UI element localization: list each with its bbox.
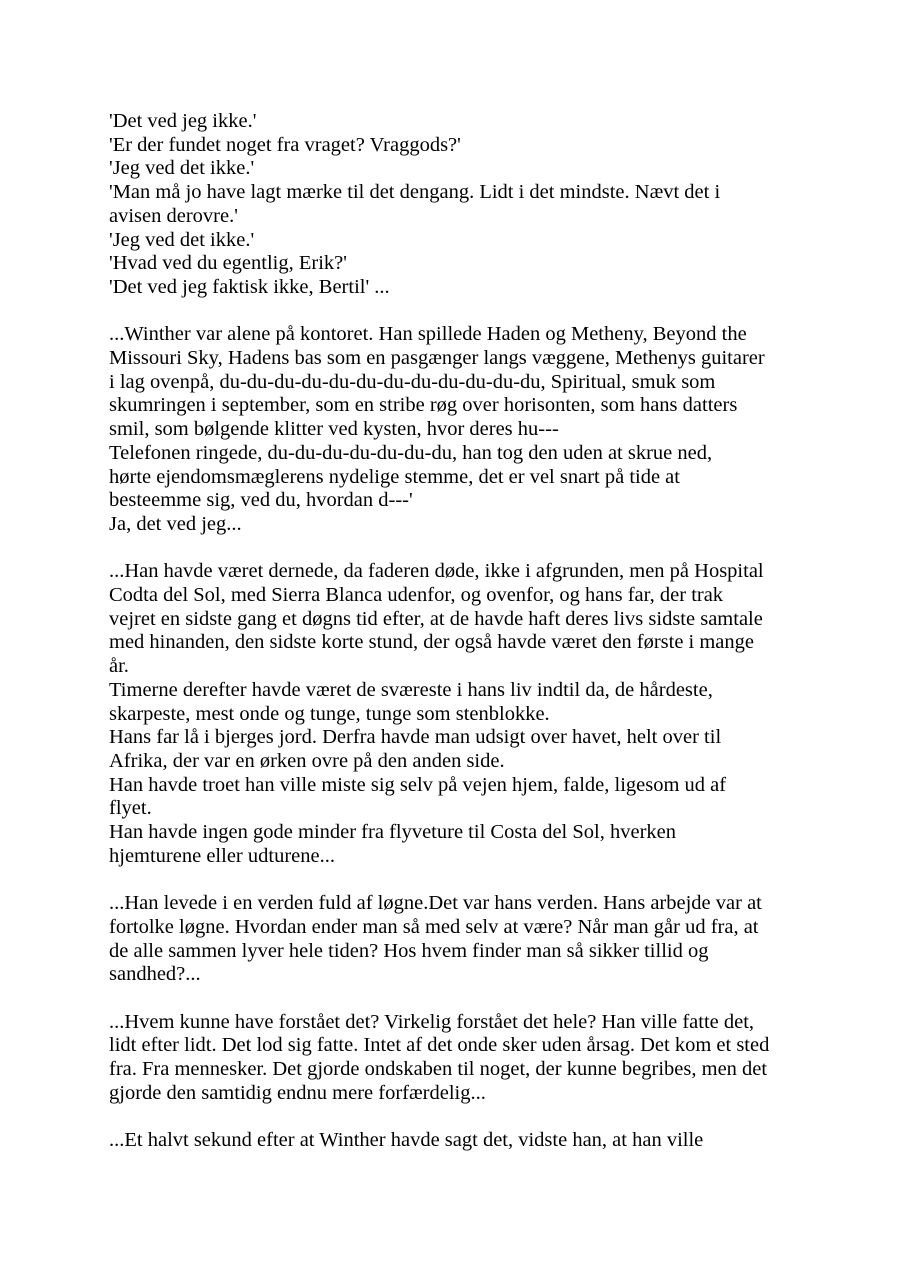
text-line: flyet. xyxy=(109,797,152,820)
paragraph-gap xyxy=(109,987,809,1011)
text-line: Telefonen ringede, du-du-du-du-du-du-du, han tog den uden at skrue ned, xyxy=(109,441,713,464)
text-line: Codta del Sol, med Sierra Blanca udenfor, og ovenfor, og hans far, der trak xyxy=(109,584,724,607)
text-line: Afrika, der var en ørken ovre på den anden side. xyxy=(109,749,505,772)
text-line: ...Et halvt sekund efter at Winther havde sagt det, vidste han, at han ville xyxy=(109,1129,704,1152)
paragraph-gap xyxy=(109,300,809,324)
text-line: 'Man må jo have lagt mærke til det dengang. Lidt i det mindste. Nævt det i xyxy=(109,181,721,204)
text-line: besteemme sig, ved du, hvordan d---' xyxy=(109,489,413,512)
text-line: Han havde ingen gode minder fra flyveture til Costa del Sol, hverken xyxy=(109,821,677,844)
paragraph-gap xyxy=(109,868,809,892)
text-line: de alle sammen lyver hele tiden? Hos hvem finder man så sikker tillid og xyxy=(109,939,709,962)
paragraph-gap xyxy=(109,1105,809,1129)
paragraph xyxy=(109,1011,809,1106)
text-line: 'Er der fundet noget fra vraget? Vraggods?' xyxy=(109,133,461,156)
text-line: 'Det ved jeg ikke.' xyxy=(109,110,257,132)
paragraph-gap xyxy=(109,537,809,561)
text-line: i lag ovenpå, du-du-du-du-du-du-du-du-du-du-du-du, Spiritual, smuk som xyxy=(109,370,716,393)
text-line: 'Jeg ved det ikke.' xyxy=(109,228,255,251)
text-line: 'Det ved jeg faktisk ikke, Bertil' ... xyxy=(109,275,390,298)
text-line: hørte ejendomsmæglerens nydelige stemme, det er vel snart på tide at xyxy=(109,465,680,488)
text-line: Ja, det ved jeg... xyxy=(109,512,242,535)
text-line: hjemturene eller udturene... xyxy=(109,844,335,867)
text-line: smil, som bølgende klitter ved kysten, hvor deres hu--- xyxy=(109,418,559,441)
text-line: skumringen i september, som en stribe røg over horisonten, som hans datters xyxy=(109,394,738,417)
text-line: med hinanden, den sidste korte stund, der også havde været den første i mange xyxy=(109,631,755,654)
text-line: fra. Fra mennesker. Det gjorde ondskaben til noget, der kunne begribes, men det xyxy=(109,1058,768,1081)
paragraph xyxy=(109,323,809,536)
paragraph xyxy=(109,1129,809,1153)
text-line: avisen derovre.' xyxy=(109,204,238,227)
text-line: 'Hvad ved du egentlig, Erik?' xyxy=(109,252,347,275)
text-line: skarpeste, mest onde og tunge, tunge som stenblokke. xyxy=(109,702,550,725)
paragraph xyxy=(109,892,809,987)
text-line: 'Jeg ved det ikke.' xyxy=(109,157,255,180)
body-text xyxy=(109,110,809,1153)
paragraph xyxy=(109,110,809,300)
text-line: Han havde troet han ville miste sig selv på vejen hjem, falde, ligesom ud af xyxy=(109,773,727,796)
text-line: sandhed?... xyxy=(109,963,201,986)
text-line: ...Han havde været dernede, da faderen døde, ikke i afgrunden, men på Hospital xyxy=(109,560,764,583)
text-line: Hans far lå i bjerges jord. Derfra havde man udsigt over havet, helt over til xyxy=(109,726,722,749)
text-line: år. xyxy=(109,655,129,678)
text-line: ...Han levede i en verden fuld af løgne.Det var hans verden. Hans arbejde var at xyxy=(109,892,762,915)
text-line: vejret en sidste gang et døgns tid efter, at de havde haft deres livs sidste samtale xyxy=(109,607,763,630)
text-line: ...Winther var alene på kontoret. Han spillede Haden og Metheny, Beyond the xyxy=(109,323,747,346)
text-line: lidt efter lidt. Det lod sig fatte. Intet af det onde sker uden årsag. Det kom et sted xyxy=(109,1034,770,1057)
text-line: fortolke løgne. Hvordan ender man så med selv at være? Når man går ud fra, at xyxy=(109,915,759,938)
paragraph xyxy=(109,560,809,868)
text-line: ...Hvem kunne have forstået det? Virkelig forstået det hele? Han ville fatte det, xyxy=(109,1010,755,1033)
text-line: Missouri Sky, Hadens bas som en pasgænger langs væggene, Methenys guitarer xyxy=(109,347,765,370)
text-line: Timerne derefter havde været de sværeste i hans liv indtil da, de hårdeste, xyxy=(109,678,713,701)
text-line: gjorde den samtidig endnu mere forfærdelig... xyxy=(109,1081,486,1104)
